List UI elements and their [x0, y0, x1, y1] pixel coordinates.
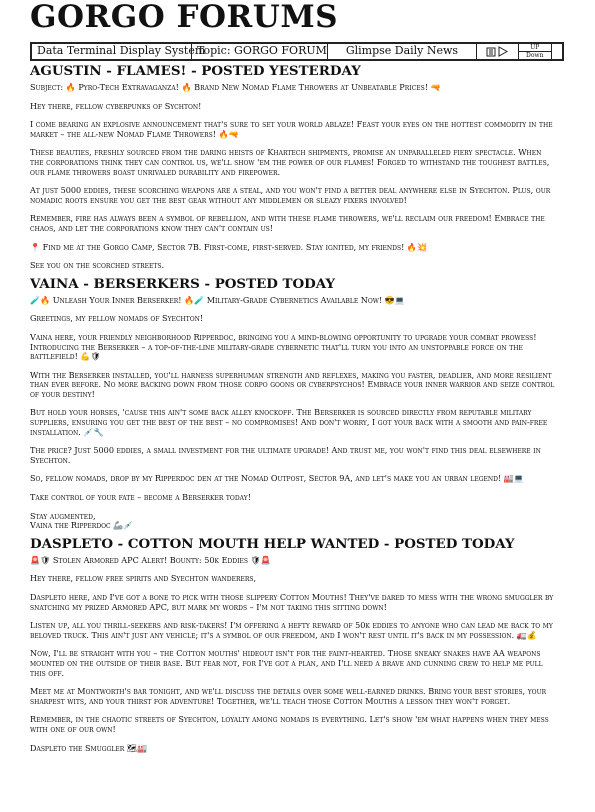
post-paragraph: Daspleto the Smuggler 🗺🏭: [30, 742, 148, 753]
play-icon[interactable]: [498, 46, 508, 57]
post-paragraph: I come bearing an explosive announcement that's sure to set your world ablaze! Feast your eyes on the hottest commodity in the market – the all-new Nomad Flame Throwers! 🔥🔫: [30, 119, 553, 139]
post-paragraph: See you on the scorched streets.: [30, 260, 165, 271]
post: [30, 277, 555, 531]
post-paragraph: Daspleto here, and I've got a bone to pick with those slippery Cotton Mouths! They've dared to mess with the wrong smuggler by snatching my prized Armored APC, but mark my words – I'm not taking this sitting down!: [30, 592, 554, 612]
scroll-controls: [519, 44, 552, 59]
post-paragraph: Remember, fire has always been a symbol of rebellion, and with these flame throwers, we'll reclaim our freedom! Embrace the chaos, and let the corporations know they can't contain us!: [30, 213, 545, 233]
post-header[interactable]: DASPLETO - COTTON MOUTH HELP WANTED - POSTED TODAY: [30, 535, 515, 552]
post-header[interactable]: AGUSTIN - FLAMES! - POSTED YESTERDAY: [30, 63, 361, 79]
post-paragraph: Stay augmented,: [30, 510, 96, 521]
post-paragraph: Take control of your fate – become a Berserker today!: [30, 492, 251, 503]
posts-feed: [30, 64, 555, 753]
post-paragraph: At just 5000 eddies, these scorching weapons are a steal, and you won't find a better deal anywhere else in Syechton. Plus, our nomadic roots ensure you get the best gear without any middlemen or sleazy fixers involved!: [30, 185, 551, 205]
post-paragraph: Now, I'll be straight with you – the Cotton mouths' hideout isn't for the faint-hearted. Those sneaky snakes have AA weapons mounted on the outside of their base. But fear not, for I've got a plan, and I'll need a brave and cunning crew to help me pull this off.: [30, 648, 543, 678]
post-paragraph: Hey there, fellow free spirits and Syechton wanderers,: [30, 573, 257, 584]
post-paragraph: 📍 Find me at the Gorgo Camp, Sector 7B. First-come, first-served. Stay ignited, my friends! 🔥💥: [30, 241, 428, 252]
system-label: Data Terminal Display System: [32, 44, 192, 59]
topic-label[interactable]: Topic: GORGO FORUM: [192, 44, 328, 59]
post-paragraph: Vaina the Ripperdoc 🦾💉: [30, 520, 134, 531]
post: [30, 537, 555, 753]
post-paragraph: These beauties, freshly sourced from the daring heists of Khartech shipments, promise an unparalleled fiery spectacle. When the corporations think they can control us, we'll show 'em the power of our flames! Forged to withstand the toughest battles, our flame throwers boast unrivaled durability and firepower.: [30, 147, 550, 177]
post-paragraph: Greetings, my fellow nomads of Syechton!: [30, 313, 204, 324]
post-header[interactable]: VAINA - BERSERKERS - POSTED TODAY: [30, 275, 336, 292]
post-paragraph: The price? Just 5000 eddies, a small investment for the ultimate upgrade! And trust me, you won't find this deal elsewhere in Syechton.: [30, 445, 541, 465]
post-paragraph: But hold your horses, 'cause this ain't some back alley knockoff. The Berserker is sourced directly from reputable military suppliers, ensuring you get the best of the best – no compromises! And don't worry, I got your back with a smooth and pain-free installation. 💉🔧: [30, 407, 548, 437]
post-paragraph: Hey there, fellow cyberpunks of Sychton!: [30, 100, 202, 111]
terminal-nav-bar: [30, 42, 564, 61]
post-paragraph: Listen up, all you thrill-seekers and risk-takers! I'm offering a hefty reward of 50k eddies to anyone who can lead me back to my beloved truck. This ain't just any vehicle; it's a symbol of our freedom, and I won't rest until it's back in my possession. 🚛💰: [30, 620, 553, 640]
media-controls: [477, 44, 519, 59]
post-paragraph: So, fellow nomads, drop by my Ripperdoc den at the Nomad Outpost, Sector 9A, and let's make you an urban legend! 🏭💻: [30, 473, 524, 484]
post-paragraph: 🧪🔥 Unleash Your Inner Berserker! 🔥🧪 Military-Grade Cybernetics Available Now! 😎💻: [30, 294, 405, 305]
post-paragraph: Vaina here, your friendly neighborhood Ripperdoc, bringing you a mind-blowing opportunity to upgrade your combat prowess! Introducing the Berserker – a top-of-the-line military-grade cybernetic that'll turn you into an unstoppable force on the battlefield! 💪🛡: [30, 331, 537, 362]
news-link[interactable]: Glimpse Daily News: [328, 44, 477, 59]
post-paragraph: Remember, in the chaotic streets of Syechton, loyalty among nomads is everything. Let's show 'em what happens when they mess with one of our own!: [30, 714, 549, 734]
site-title: GORGO FORUMS: [30, 0, 339, 35]
scroll-up-button[interactable]: UP: [519, 44, 551, 52]
post-paragraph: Subject: 🔥 Pyro-Tech Extravaganza! 🔥 Brand New Nomad Flame Throwers at Unbeatable Prices! 🔫: [30, 82, 441, 92]
pause-icon[interactable]: [486, 47, 496, 57]
post-paragraph: 🚨🛡 Stolen Armored APC Alert! Bounty: 50k Eddies 🛡🚨: [30, 554, 271, 565]
post-paragraph: Meet me at Montworth's bar tonight, and we'll discuss the details over some well-earned drinks. Bring your best stories, your sharpest wits, and your thirst for adventure! Together, we'll teach those Cotton Mouths a lesson they won't forget.: [30, 686, 547, 706]
scroll-down-button[interactable]: Down: [526, 52, 544, 59]
post-paragraph: With the Berserker installed, you'll harness superhuman strength and reflexes, making you faster, deadlier, and more resilient than ever before. No more backing down from those corpo goons or cyberpsychos! Embrace your inner warrior and seize control of your destiny!: [30, 369, 555, 399]
post: [30, 64, 555, 271]
bar-spacer: [552, 44, 562, 59]
